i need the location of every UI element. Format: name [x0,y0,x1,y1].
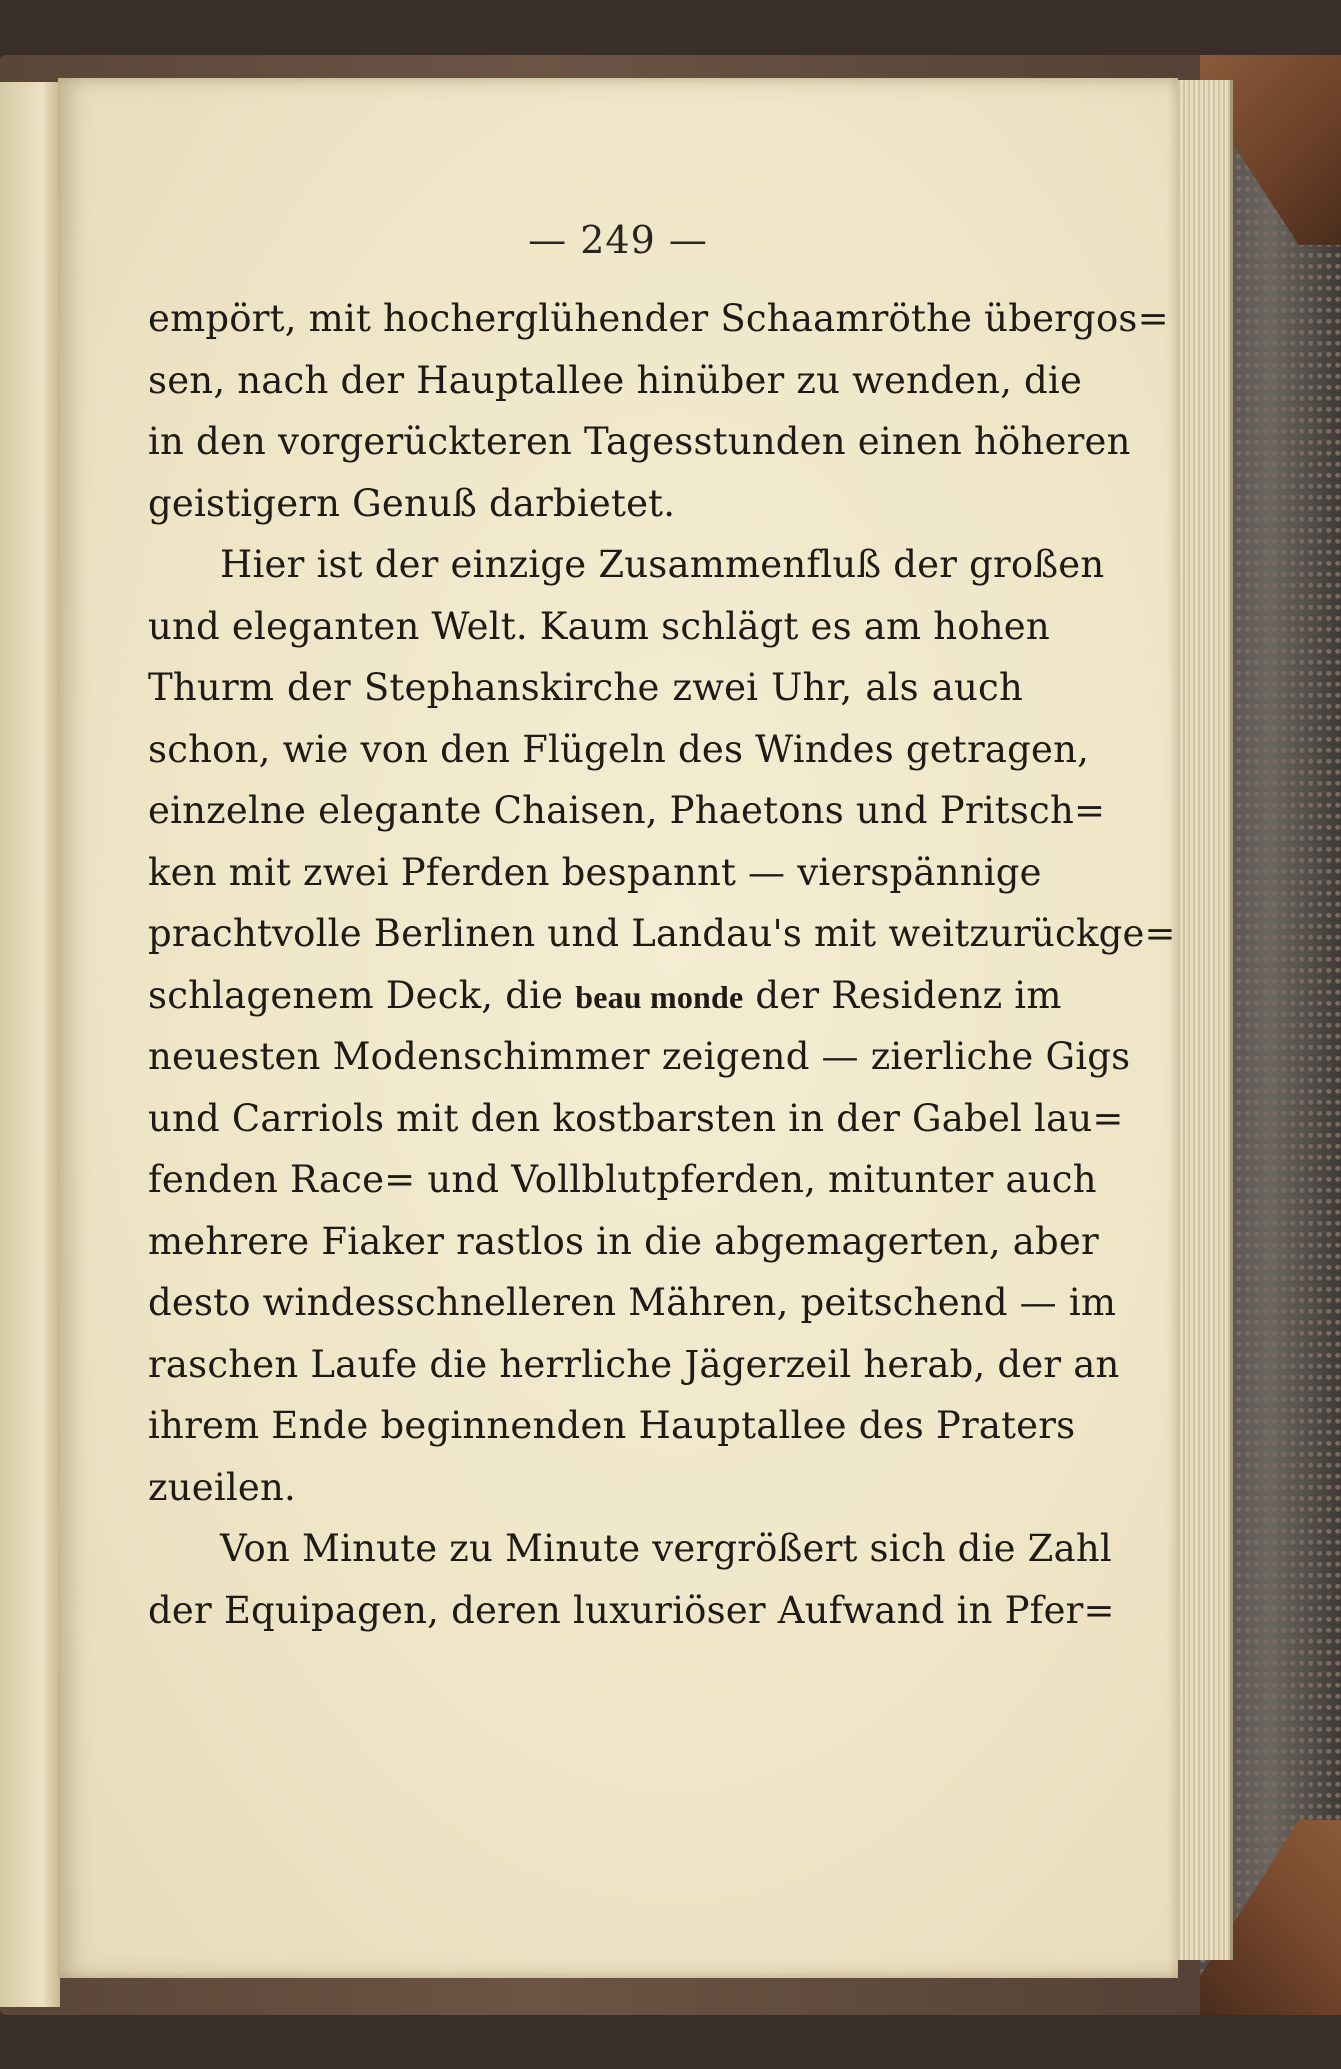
paragraph-1 [148,288,1169,534]
text-line: fenden Race= und Vollblutpferden, mitunter auch [148,1158,1097,1201]
text-line: sen, nach der Hauptallee hinüber zu wenden, die [148,358,1083,402]
previous-page-edge [0,82,60,2007]
text-line: der Equipagen, deren luxuriöser Aufwand in Pfer= [148,1588,1115,1632]
paragraph-2 [148,534,1176,1518]
latin-phrase: beau monde [575,978,744,1015]
text-line: empört, mit hocherglühender Schaamröthe übergos= [148,297,1169,340]
page-number: — 249 — [528,218,708,262]
text-line: geistigern Genuß darbietet. [148,481,676,525]
text-segment: der Residenz im [743,973,1062,1017]
text-line: in den vorgerückteren Tagesstunden einen höheren [148,420,1131,463]
text-line: prachtvolle Berlinen und Landau's mit weitzurückge= [148,912,1176,955]
text-line: raschen Laufe die herrliche Jägerzeil herab, der an [148,1342,1120,1386]
text-line: desto windesschnelleren Mähren, peitschend — im [148,1281,1117,1324]
text-segment: schlagenem Deck, die [148,973,576,1017]
text-line-mixed [148,965,1062,1027]
text-line: mehrere Fiaker rastlos in die abgemagerten, aber [148,1219,1099,1263]
text-line: und Carriols mit den kostbarsten in der Gabel lau= [148,1096,1124,1140]
text-line: und eleganten Welt. Kaum schlägt es am hohen [148,604,1050,648]
book-page [58,78,1178,1978]
text-line: Thurm der Stephanskirche zwei Uhr, als auch [148,666,1023,709]
text-line: einzelne elegante Chaisen, Phaetons und Pritsch= [148,789,1106,832]
text-line: ken mit zwei Pferden bespannt — vierspännige [148,850,1042,894]
text-line: neuesten Modenschimmer zeigend — zierliche Gigs [148,1035,1131,1078]
text-line: ihrem Ende beginnenden Hauptallee des Praters [148,1404,1076,1447]
text-line: Von Minute zu Minute vergrößert sich die Zahl [220,1527,1112,1570]
page-text [148,288,1176,1641]
paragraph-3 [148,1518,1115,1641]
text-line: schon, wie von den Flügeln des Windes getragen, [148,727,1090,771]
text-line: Hier ist der einzige Zusammenfluß der großen [220,543,1105,586]
text-line: zueilen. [148,1465,296,1509]
